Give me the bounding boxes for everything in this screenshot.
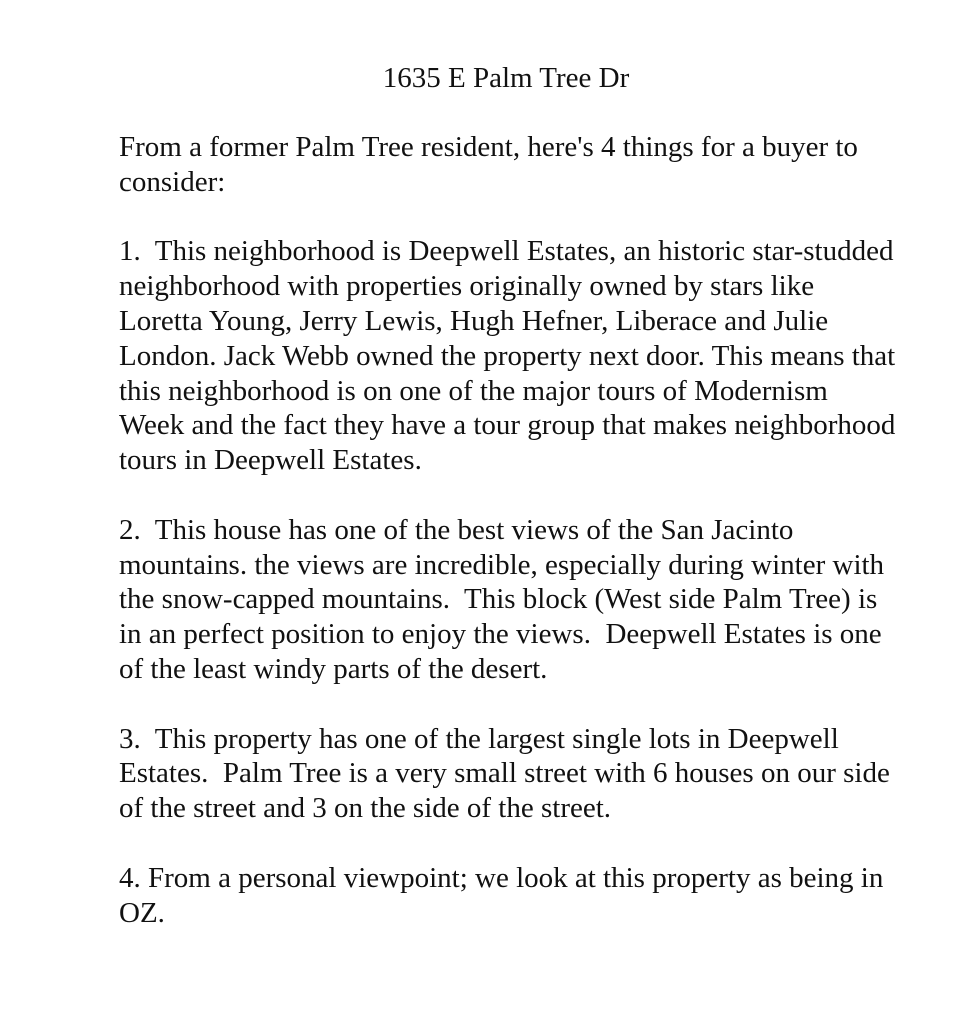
document-body	[119, 130, 903, 930]
document-title: 1635 E Palm Tree Dr	[382, 62, 630, 94]
point-3-paragraph: 3. This property has one of the largest single lots in Deepwell Estates. Palm Tree is a very small street with 6 houses on our side of the street and 3 on the side of the street.	[119, 722, 898, 825]
point-2-paragraph: 2. This house has one of the best views of the San Jacinto mountains. the views are incredible, especially during winter with the snow-capped mountains. This block (West side Palm Tree) is in an perfect position to enjoy the views. Deepwell Estates is one of the least windy parts of the desert.	[119, 513, 892, 685]
point-1-paragraph: 1. This neighborhood is Deepwell Estates, an historic star-studded neighborhood with properties originally owned by stars like Loretta Young, Jerry Lewis, Hugh Hefner, Liberace and Julie London. Jack Webb owned the property next door. This means that this neighborhood is on one of the major tours of Modernism Week and the fact they have a tour group that makes neighborhood tours in Deepwell Estates.	[119, 235, 903, 477]
point-4-paragraph: 4. From a personal viewpoint; we look at this property as being in OZ.	[119, 861, 891, 929]
intro-paragraph: From a former Palm Tree resident, here's 4 things for a buyer to consider:	[119, 131, 866, 198]
